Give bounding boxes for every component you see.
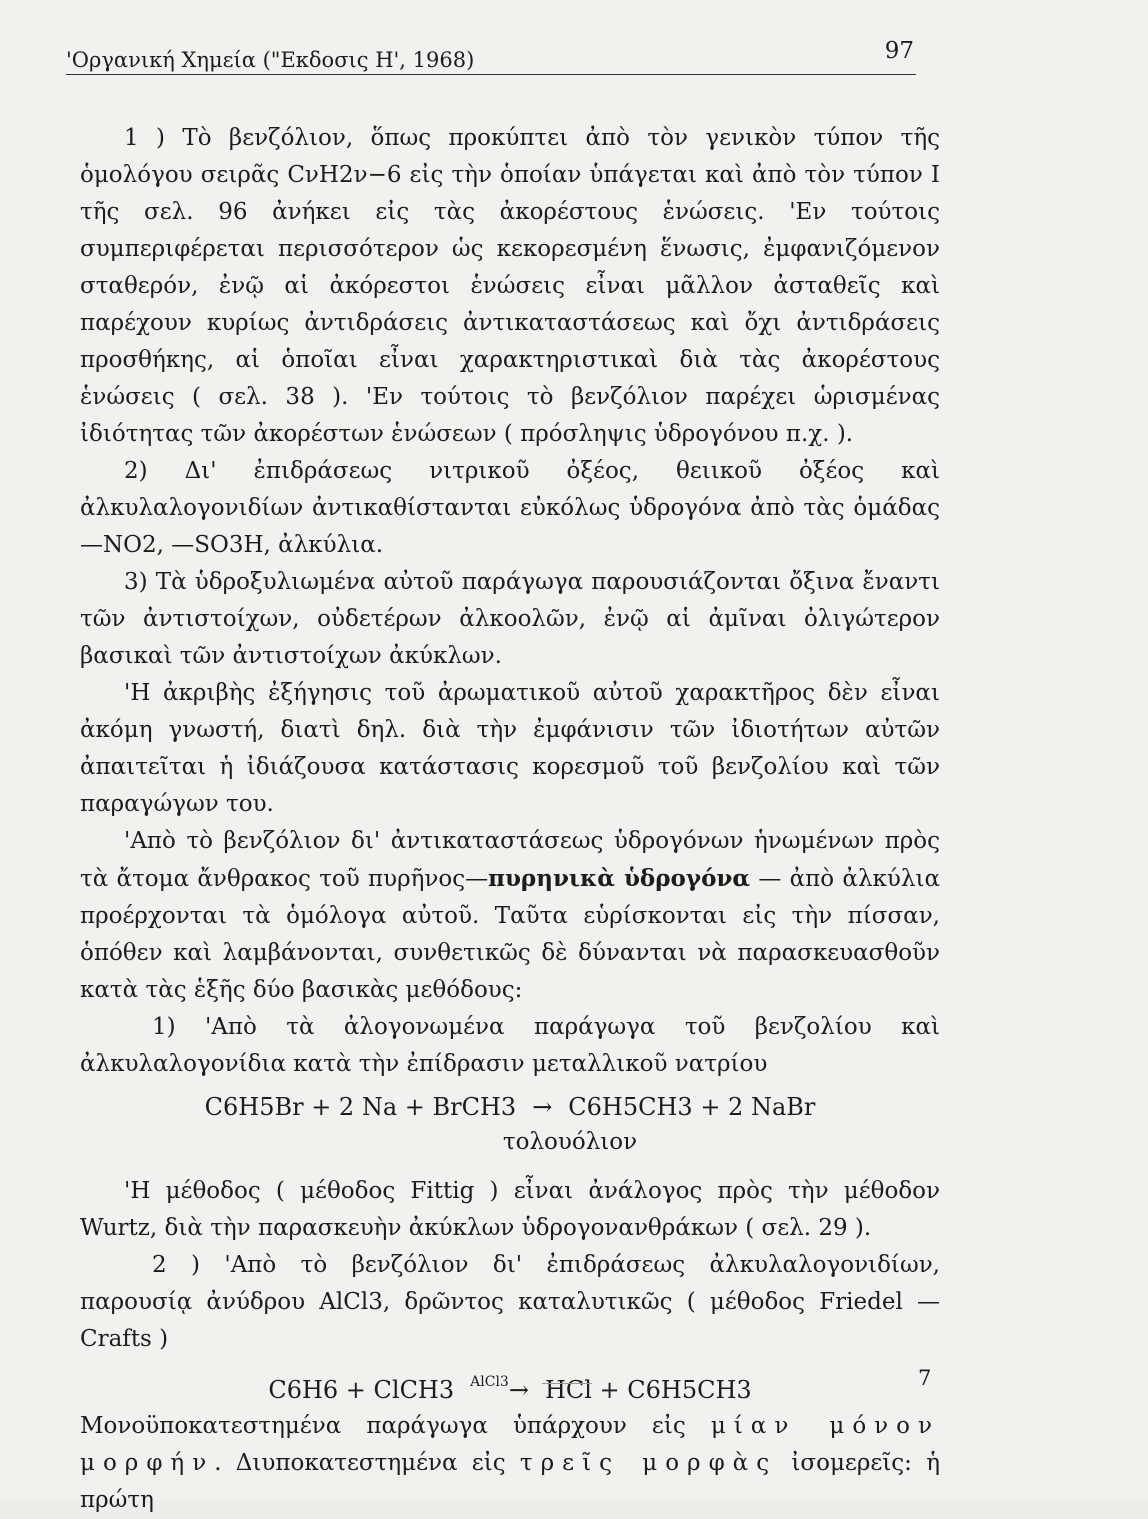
reaction-arrow: →	[508, 1376, 529, 1404]
paragraph-1: 1 ) Τὸ βενζόλιον, ὅπως προκύπτει ἀπὸ τὸν γενικὸν τύπον τῆς ὁμολόγου σειρᾶς CνH2ν−6 εἰς τὴν ὁποίαν ὑπάγεται καὶ ἀπὸ τὸν τύπον I τῆς σελ. 96 ἀνήκει εἰς τὰς ἀκορέστους ἑνώσεις. 'Eν τούτοις συμπεριφέρεται περισσότερον ὡς κεκορεσμένη ἕνωσις, ἐμφανιζόμενον σταθερόν, ἐνῷ αἱ ἀκόρεστοι ἑνώσεις εἶναι μᾶλλον ἀσταθεῖς καὶ παρέχουν κυρίως ἀντιδράσεις ἀντικαταστάσεως καὶ ὄχι ἀντιδράσεις προσθήκης, αἱ ὁποῖαι εἶναι χαρακτηριστικαὶ διὰ τὰς ἀκορέστους ἑνώσεις ( σελ. 38 ). 'Eν τούτοις τὸ βενζόλιον παρέχει ὡρισμένας ἰδιότητας τῶν ἀκορέστων ἑνώσεων ( πρόσληψις ὑδρογόνου π.χ. ).	[80, 125, 940, 447]
equation-2-products: HCl + C6H5CH3	[544, 1376, 752, 1404]
paragraph-3: 3) Τὰ ὑδροξυλιωμένα αὐτοῦ παράγωγα παρουσιάζονται ὄξινα ἔναντι τῶν ἀντιστοίχων, οὐδετέρων ἀλκοολῶν, ἐνῷ αἱ ἀμῖναι ὀλιγώτερον βασικαὶ τῶν ἀντιστοίχων ἀκύκλων.	[80, 569, 940, 669]
equation-1-reactants: C6H5Br + 2 Na + BrCH3	[204, 1093, 517, 1121]
final-text-3: ἰσομερεῖς: ἡ πρώτη	[80, 1450, 940, 1513]
product-name: τολουόλιον	[502, 1129, 638, 1155]
equation-friedel-crafts	[80, 1364, 940, 1408]
reaction-arrow: →	[532, 1093, 553, 1121]
equation-1-products: C6H5CH3 + 2 NaBr	[568, 1093, 816, 1121]
fittig-note: 'Η μέθοδος ( μέθοδος Fittig ) εἶναι ἀνάλογος πρὸς τὴν μέθοδον Wurtz, διὰ τὴν παρασκευὴν ἀκύκλων ὑδρογονανθράκων ( σελ. 29 ).	[80, 1178, 940, 1241]
signature-mark: 7	[918, 1366, 932, 1390]
method-2-text: 2 ) 'Aπὸ τὸ βενζόλιον δι' ἐπιδράσεως ἀλκυλαλογονιδίων, παρουσίᾳ ἀνύδρου AlCl3, δρῶντος καταλυτικῶς ( μέθοδος Friedel — Crafts )	[80, 1252, 940, 1352]
final-text-1: Μονοϋποκατεστημένα παράγωγα ὑπάρχουν εἰς	[80, 1413, 711, 1439]
header-title: 'Οργανική Χημεία ("Εκδοσις Η', 1968)	[66, 48, 475, 72]
paragraph-4: 'Η ἀκριβὴς ἐξήγησις τοῦ ἀρωματικοῦ αὐτοῦ χαρακτῆρος δὲν εἶναι ἀκόμη γνωστή, διατὶ δηλ. διὰ τὴν ἐμφάνισιν τῶν ἰδιοτήτων αὐτῶν ἀπαιτεῖται ἡ ἰδιάζουσα κατάστασις κορεσμοῦ τοῦ βενζολίου καὶ τῶν παραγώγων του.	[80, 680, 940, 817]
method-1-text: 1) 'Aπὸ τὰ ἀλογονωμένα παράγωγα τοῦ βενζολίου καὶ ἀλκυλαλογονίδια κατὰ τὴν ἐπίδρασιν μεταλλικοῦ νατρίου	[80, 1014, 940, 1077]
footer-rule	[542, 1383, 592, 1384]
paragraph-5-rest: — ἀπὸ ἀλκύλια προέρχονται τὰ ὁμόλογα αὐτοῦ. Ταῦτα εὑρίσκονται εἰς τὴν πίσσαν, ὁπόθεν καὶ λαμβάνονται, συνθετικῶς δὲ δύνανται νὰ παρασκευασθοῦν κατὰ τὰς ἑξῆς δύο βασικὰς μεθόδους:	[80, 866, 940, 1003]
paragraph-2: 2) Δι' ἐπιδράσεως νιτρικοῦ ὀξέος, θειικοῦ ὀξέος καὶ ἀλκυλαλογονιδίων ἀντικαθίστανται εὐκόλως ὑδρογόνα ἀπὸ τὰς ὁμάδας —NO2, —SO3H, ἀλκύλια.	[80, 458, 940, 558]
final-paragraph	[80, 1408, 940, 1519]
paragraph-5	[80, 823, 940, 1009]
running-header	[66, 38, 916, 75]
reaction-arrow-group	[454, 1376, 545, 1404]
paragraph-5-text: 'Aπὸ τὸ βενζόλιον δι' ἀντικαταστάσεως ὑδρογόνων ἡνωμένων πρὸς τὰ ἄτομα ἄνθρακος τοῦ πυρῆνος—	[80, 828, 940, 892]
final-text-2: . Διυποκατεστημένα εἰς	[214, 1450, 520, 1476]
spaced-term-1: μίαν μόνον μορφήν	[80, 1413, 940, 1476]
bold-term: πυρηνικὰ ὑδρογόνα	[488, 865, 751, 892]
catalyst-label: AlCl3	[470, 1374, 509, 1390]
equation-2-reactants: C6H6 + ClCH3	[268, 1376, 455, 1404]
page-number: 97	[884, 38, 914, 64]
equation-fittig	[80, 1089, 940, 1125]
body-text	[80, 120, 940, 1519]
spaced-term-2: τρεῖς μορφὰς	[519, 1450, 778, 1476]
